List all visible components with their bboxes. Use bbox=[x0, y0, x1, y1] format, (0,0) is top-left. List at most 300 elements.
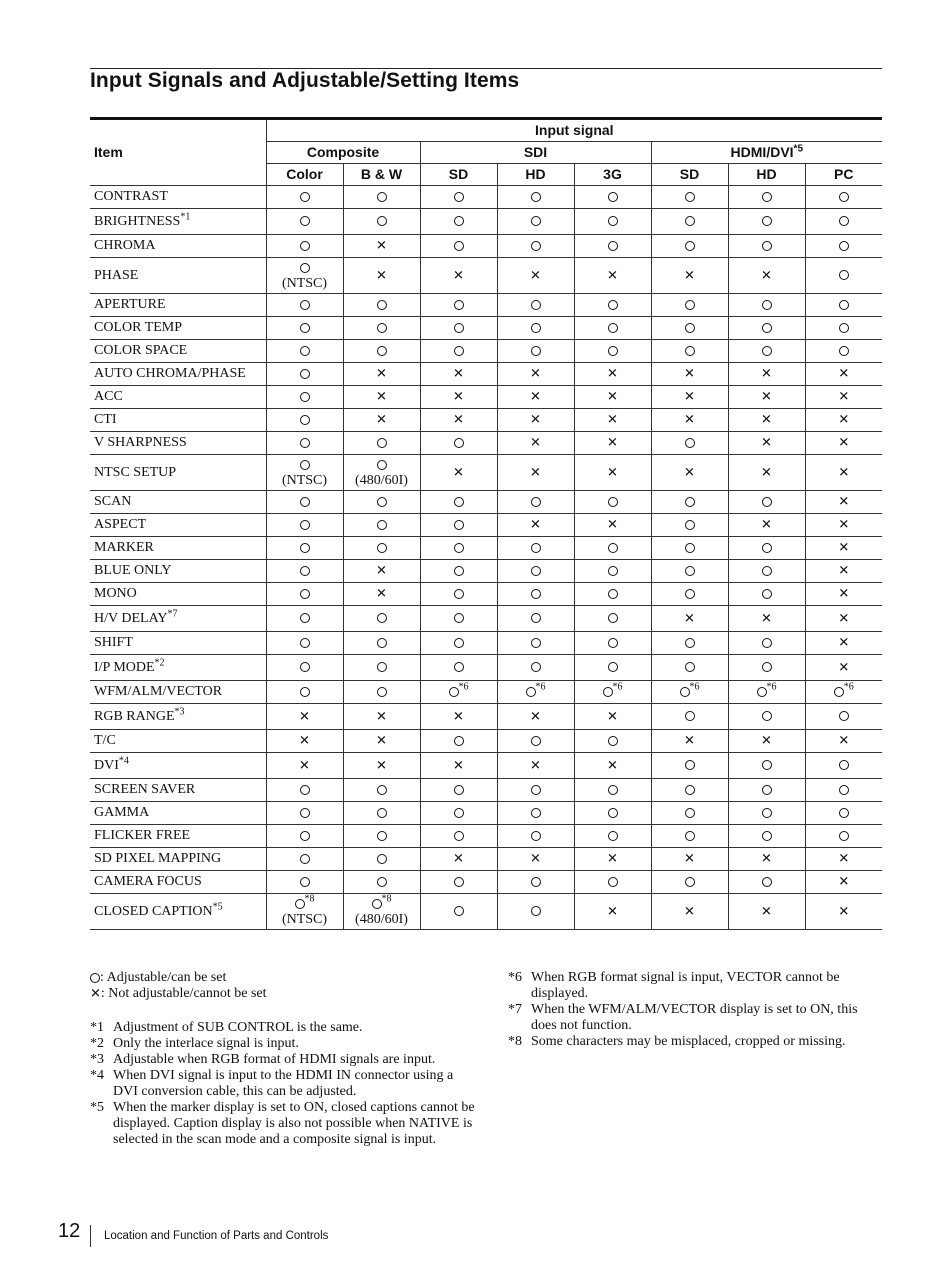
table-row bbox=[90, 363, 882, 386]
circle-icon bbox=[300, 346, 310, 356]
circle-icon bbox=[762, 638, 772, 648]
column-header: PC bbox=[805, 164, 882, 186]
item-cell bbox=[90, 894, 266, 930]
signal-cell bbox=[420, 537, 497, 560]
circle-icon bbox=[300, 369, 310, 379]
item-cell bbox=[90, 583, 266, 606]
signal-cell bbox=[497, 560, 574, 583]
cross-icon: ✕ bbox=[607, 412, 618, 428]
circle-icon bbox=[839, 711, 849, 721]
circle-icon bbox=[300, 613, 310, 623]
signal-cell bbox=[728, 704, 805, 730]
circle-icon bbox=[300, 687, 310, 697]
signal-cell bbox=[728, 294, 805, 317]
circle-icon bbox=[300, 785, 310, 795]
signal-cell bbox=[805, 730, 882, 753]
group-header-composite bbox=[266, 142, 420, 164]
footnote-number: *3 bbox=[90, 1052, 104, 1067]
footnote-ref: *7 bbox=[167, 608, 178, 619]
circle-icon bbox=[377, 520, 387, 530]
circle-icon bbox=[377, 854, 387, 864]
cross-icon: ✕ bbox=[761, 267, 772, 283]
signal-cell bbox=[343, 779, 420, 802]
signal-cell bbox=[574, 455, 651, 491]
circle-icon bbox=[762, 831, 772, 841]
circle-icon bbox=[454, 346, 464, 356]
signal-cell bbox=[420, 209, 497, 235]
signal-cell bbox=[420, 848, 497, 871]
signal-cell bbox=[574, 848, 651, 871]
signal-cell bbox=[497, 802, 574, 825]
signal-cell bbox=[343, 340, 420, 363]
table-row bbox=[90, 235, 882, 258]
footnotes-left bbox=[90, 1020, 480, 1148]
item-label: BRIGHTNESS bbox=[94, 213, 181, 229]
signal-cell bbox=[728, 514, 805, 537]
signal-cell bbox=[497, 491, 574, 514]
signal-cell bbox=[651, 186, 728, 209]
circle-icon bbox=[300, 415, 310, 425]
cross-icon: ✕ bbox=[838, 517, 850, 533]
circle-icon bbox=[531, 497, 541, 507]
footnote-ref: *5 bbox=[793, 143, 803, 155]
signal-cell bbox=[420, 802, 497, 825]
signal-cell bbox=[497, 409, 574, 432]
signal-cell bbox=[728, 560, 805, 583]
signal-cell bbox=[420, 583, 497, 606]
footnote bbox=[90, 1068, 480, 1100]
circle-icon bbox=[685, 192, 695, 202]
cross-icon: ✕ bbox=[838, 635, 850, 651]
table-row bbox=[90, 386, 882, 409]
column-header: B & W bbox=[343, 164, 420, 186]
cross-icon: ✕ bbox=[684, 610, 695, 626]
footnote bbox=[90, 1052, 480, 1068]
signal-cell bbox=[574, 432, 651, 455]
table-row bbox=[90, 514, 882, 537]
circle-icon bbox=[531, 808, 541, 818]
table-row bbox=[90, 606, 882, 632]
item-cell bbox=[90, 871, 266, 894]
item-cell bbox=[90, 209, 266, 235]
signal-cell bbox=[651, 583, 728, 606]
table-row bbox=[90, 432, 882, 455]
circle-icon bbox=[762, 192, 772, 202]
signal-cell bbox=[728, 825, 805, 848]
circle-icon bbox=[685, 300, 695, 310]
signal-cell bbox=[728, 632, 805, 655]
signal-cell bbox=[343, 606, 420, 632]
table-row bbox=[90, 894, 882, 930]
signal-cell bbox=[266, 317, 343, 340]
footnote-text: When the WFM/ALM/VECTOR display is set to ON, this does not function. bbox=[531, 1002, 858, 1033]
circle-icon bbox=[454, 736, 464, 746]
circle-icon bbox=[300, 323, 310, 333]
footnote-number: *2 bbox=[90, 1036, 104, 1051]
circle-icon bbox=[454, 613, 464, 623]
footnote bbox=[90, 1036, 480, 1052]
signal-cell bbox=[574, 583, 651, 606]
circle-icon bbox=[839, 808, 849, 818]
legend-left bbox=[90, 970, 480, 1148]
column-header: HD bbox=[497, 164, 574, 186]
signal-cell bbox=[728, 779, 805, 802]
cross-icon: ✕ bbox=[376, 238, 387, 254]
footer-section-title: Location and Function of Parts and Controls bbox=[104, 1230, 329, 1242]
table-row bbox=[90, 802, 882, 825]
table-row bbox=[90, 258, 882, 294]
signal-cell bbox=[420, 560, 497, 583]
signal-cell bbox=[420, 704, 497, 730]
signal-cell bbox=[651, 209, 728, 235]
signal-cell bbox=[805, 491, 882, 514]
signal-cell bbox=[266, 340, 343, 363]
page-number: 12 bbox=[58, 1220, 81, 1242]
item-label: CLOSED CAPTION bbox=[94, 903, 213, 919]
signal-cell bbox=[728, 363, 805, 386]
item-cell bbox=[90, 730, 266, 753]
footnote-ref: *6 bbox=[689, 681, 700, 693]
signal-cell bbox=[266, 455, 343, 491]
signal-cell bbox=[266, 583, 343, 606]
signal-cell bbox=[574, 209, 651, 235]
circle-icon bbox=[454, 300, 464, 310]
footnote-text: When RGB format signal is input, VECTOR cannot be displayed. bbox=[531, 970, 840, 1001]
table-row bbox=[90, 209, 882, 235]
table-row bbox=[90, 655, 882, 681]
circle-icon bbox=[685, 543, 695, 553]
cross-icon: ✕ bbox=[838, 563, 850, 579]
signal-cell bbox=[651, 848, 728, 871]
circle-icon bbox=[608, 638, 618, 648]
item-cell bbox=[90, 409, 266, 432]
cross-icon: ✕ bbox=[376, 733, 387, 749]
footnote-text: When DVI signal is input to the HDMI IN connector using a DVI conversion cable, this can be adjusted. bbox=[113, 1068, 454, 1099]
cross-icon: ✕ bbox=[453, 267, 464, 283]
signal-cell bbox=[343, 386, 420, 409]
signal-cell bbox=[497, 779, 574, 802]
item-label: ACC bbox=[94, 389, 123, 405]
circle-icon bbox=[531, 543, 541, 553]
cross-icon: ✕ bbox=[607, 851, 618, 867]
footnote-ref: *6 bbox=[458, 681, 469, 693]
circle-icon bbox=[685, 589, 695, 599]
group-label: SDI bbox=[523, 143, 548, 160]
signal-cell bbox=[805, 537, 882, 560]
signal-cell bbox=[266, 894, 343, 930]
cross-icon: ✕ bbox=[90, 986, 101, 1002]
circle-icon bbox=[762, 543, 772, 553]
signal-cell bbox=[574, 294, 651, 317]
footnote-text: Only the interlace signal is input. bbox=[113, 1036, 299, 1051]
circle-icon bbox=[762, 877, 772, 887]
item-cell bbox=[90, 432, 266, 455]
cell-condition: (480/60I) bbox=[355, 911, 408, 927]
item-label: COLOR SPACE bbox=[94, 343, 188, 359]
signal-cell bbox=[343, 848, 420, 871]
item-label: RGB RANGE bbox=[94, 708, 175, 724]
signal-cell bbox=[574, 730, 651, 753]
circle-icon bbox=[685, 877, 695, 887]
cross-icon: ✕ bbox=[453, 366, 464, 382]
signal-cell bbox=[651, 871, 728, 894]
signal-cell bbox=[266, 704, 343, 730]
signal-cell bbox=[266, 537, 343, 560]
signal-cell bbox=[574, 632, 651, 655]
legend-right bbox=[508, 970, 878, 1050]
signal-cell bbox=[574, 779, 651, 802]
table-row bbox=[90, 753, 882, 779]
signal-cell bbox=[805, 848, 882, 871]
circle-icon bbox=[377, 438, 387, 448]
circle-icon bbox=[608, 877, 618, 887]
signal-cell bbox=[497, 753, 574, 779]
signal-cell bbox=[420, 753, 497, 779]
table-row bbox=[90, 340, 882, 363]
circle-icon bbox=[757, 687, 767, 697]
signal-cell bbox=[574, 409, 651, 432]
signal-cell bbox=[420, 340, 497, 363]
signal-cell bbox=[343, 537, 420, 560]
cross-icon: ✕ bbox=[684, 267, 695, 283]
signal-cell bbox=[651, 491, 728, 514]
cross-icon: ✕ bbox=[838, 412, 850, 428]
cross-icon: ✕ bbox=[838, 540, 850, 556]
circle-icon bbox=[531, 216, 541, 226]
signal-cell bbox=[497, 825, 574, 848]
cross-icon: ✕ bbox=[607, 267, 618, 283]
footnote bbox=[508, 1002, 878, 1034]
footnote-ref: *1 bbox=[180, 211, 191, 222]
circle-icon bbox=[377, 346, 387, 356]
circle-icon bbox=[295, 899, 305, 909]
cross-icon: ✕ bbox=[376, 757, 387, 773]
signal-cell bbox=[574, 655, 651, 681]
circle-icon bbox=[531, 906, 541, 916]
signal-cell bbox=[651, 753, 728, 779]
signal-cell bbox=[728, 432, 805, 455]
cross-icon: ✕ bbox=[838, 435, 850, 451]
circle-icon bbox=[680, 687, 690, 697]
signal-cell bbox=[651, 386, 728, 409]
table-row bbox=[90, 317, 882, 340]
cross-icon: ✕ bbox=[530, 851, 541, 867]
circle-icon bbox=[762, 216, 772, 226]
signal-cell bbox=[728, 258, 805, 294]
circle-icon bbox=[685, 438, 695, 448]
item-cell bbox=[90, 363, 266, 386]
cross-icon: ✕ bbox=[530, 464, 541, 480]
signal-cell bbox=[728, 491, 805, 514]
circle-icon bbox=[839, 785, 849, 795]
footnote-ref: *5 bbox=[212, 901, 223, 912]
signal-cell bbox=[574, 681, 651, 704]
legend-adjustable bbox=[90, 970, 480, 986]
signal-cell bbox=[420, 317, 497, 340]
signal-cell bbox=[728, 235, 805, 258]
signal-cell bbox=[728, 317, 805, 340]
signal-cell bbox=[805, 363, 882, 386]
signal-cell bbox=[728, 848, 805, 871]
signal-cell bbox=[497, 186, 574, 209]
circle-icon bbox=[300, 392, 310, 402]
circle-icon bbox=[300, 854, 310, 864]
item-label: ASPECT bbox=[94, 517, 147, 533]
cross-icon: ✕ bbox=[838, 389, 850, 405]
circle-icon bbox=[834, 687, 844, 697]
item-cell bbox=[90, 825, 266, 848]
footnote-text: Adjustment of SUB CONTROL is the same. bbox=[113, 1020, 363, 1035]
circle-icon bbox=[300, 241, 310, 251]
circle-icon bbox=[300, 566, 310, 576]
circle-icon bbox=[300, 263, 310, 273]
signal-cell bbox=[497, 655, 574, 681]
signal-cell bbox=[420, 235, 497, 258]
signal-cell bbox=[420, 681, 497, 704]
circle-icon bbox=[685, 785, 695, 795]
footnote-text: When the marker display is set to ON, closed captions cannot be displayed. Caption display is also not possible when NATIVE is selected in the scan mode and a composite signal is input. bbox=[113, 1100, 475, 1147]
circle-icon bbox=[531, 613, 541, 623]
circle-icon bbox=[377, 662, 387, 672]
circle-icon bbox=[90, 973, 100, 983]
signal-cell bbox=[343, 363, 420, 386]
signal-cell bbox=[805, 825, 882, 848]
circle-icon bbox=[454, 520, 464, 530]
circle-icon bbox=[531, 300, 541, 310]
circle-icon bbox=[300, 460, 310, 470]
signal-cell bbox=[651, 235, 728, 258]
table-row bbox=[90, 730, 882, 753]
signal-cell bbox=[574, 258, 651, 294]
item-label: CHROMA bbox=[94, 238, 156, 254]
footnote bbox=[508, 1034, 878, 1050]
signal-cell bbox=[420, 825, 497, 848]
circle-icon bbox=[603, 687, 613, 697]
circle-icon bbox=[454, 438, 464, 448]
signal-cell bbox=[805, 802, 882, 825]
cross-icon: ✕ bbox=[376, 267, 387, 283]
cross-icon: ✕ bbox=[761, 903, 772, 919]
circle-icon bbox=[685, 808, 695, 818]
signal-cell bbox=[420, 386, 497, 409]
signal-cell bbox=[805, 209, 882, 235]
circle-icon bbox=[839, 323, 849, 333]
circle-icon bbox=[372, 899, 382, 909]
item-label: GAMMA bbox=[94, 805, 150, 821]
cross-icon: ✕ bbox=[607, 435, 618, 451]
circle-icon bbox=[762, 497, 772, 507]
signal-cell bbox=[497, 294, 574, 317]
signal-cell bbox=[343, 514, 420, 537]
circle-icon bbox=[839, 300, 849, 310]
circle-icon bbox=[762, 808, 772, 818]
cross-icon: ✕ bbox=[607, 903, 618, 919]
signal-cell bbox=[343, 655, 420, 681]
item-cell bbox=[90, 681, 266, 704]
signal-cell bbox=[343, 871, 420, 894]
signal-cell bbox=[420, 730, 497, 753]
signal-cell bbox=[728, 681, 805, 704]
signal-cell bbox=[651, 294, 728, 317]
signal-cell bbox=[574, 753, 651, 779]
circle-icon bbox=[300, 589, 310, 599]
item-cell bbox=[90, 340, 266, 363]
signal-cell bbox=[343, 704, 420, 730]
signal-cell bbox=[574, 704, 651, 730]
cross-icon: ✕ bbox=[453, 412, 464, 428]
signal-cell bbox=[651, 779, 728, 802]
legend-text: : Not adjustable/cannot be set bbox=[100, 986, 267, 1001]
footnote-ref: *3 bbox=[174, 706, 185, 717]
cross-icon: ✕ bbox=[530, 757, 541, 773]
cross-icon: ✕ bbox=[761, 851, 772, 867]
cross-icon: ✕ bbox=[530, 435, 541, 451]
column-header: 3G bbox=[574, 164, 651, 186]
item-cell bbox=[90, 186, 266, 209]
item-cell bbox=[90, 455, 266, 491]
cross-icon: ✕ bbox=[838, 903, 850, 919]
item-label: CAMERA FOCUS bbox=[94, 874, 202, 890]
signal-cell bbox=[343, 825, 420, 848]
cross-icon: ✕ bbox=[838, 494, 850, 510]
circle-icon bbox=[454, 241, 464, 251]
signal-cell bbox=[497, 583, 574, 606]
circle-icon bbox=[685, 638, 695, 648]
circle-icon bbox=[377, 460, 387, 470]
signal-cell bbox=[728, 753, 805, 779]
item-cell bbox=[90, 560, 266, 583]
signal-cell bbox=[651, 514, 728, 537]
cross-icon: ✕ bbox=[684, 366, 695, 382]
footnote-ref: *6 bbox=[766, 681, 777, 693]
page-title: Input Signals and Adjustable/Setting Items bbox=[90, 69, 520, 92]
cross-icon: ✕ bbox=[684, 464, 695, 480]
signal-cell bbox=[574, 386, 651, 409]
signal-cell bbox=[497, 537, 574, 560]
footnote-number: *7 bbox=[508, 1002, 522, 1017]
circle-icon bbox=[377, 323, 387, 333]
item-label: PHASE bbox=[94, 267, 139, 283]
cross-icon: ✕ bbox=[299, 733, 310, 749]
signal-cell bbox=[574, 537, 651, 560]
signal-matrix-table bbox=[90, 117, 882, 930]
item-label: BLUE ONLY bbox=[94, 563, 172, 579]
circle-icon bbox=[454, 192, 464, 202]
cross-icon: ✕ bbox=[376, 389, 387, 405]
cross-icon: ✕ bbox=[376, 412, 387, 428]
signal-cell bbox=[728, 455, 805, 491]
signal-cell bbox=[651, 537, 728, 560]
item-label: COLOR TEMP bbox=[94, 320, 183, 336]
signal-cell bbox=[266, 386, 343, 409]
signal-cell bbox=[343, 583, 420, 606]
signal-cell bbox=[343, 894, 420, 930]
signal-cell bbox=[497, 432, 574, 455]
signal-cell bbox=[266, 825, 343, 848]
signal-cell bbox=[651, 606, 728, 632]
item-label: CTI bbox=[94, 412, 117, 428]
footnote-number: *6 bbox=[508, 970, 522, 985]
cross-icon: ✕ bbox=[761, 412, 772, 428]
signal-cell bbox=[651, 894, 728, 930]
cross-icon: ✕ bbox=[838, 874, 850, 890]
circle-icon bbox=[608, 736, 618, 746]
signal-cell bbox=[651, 632, 728, 655]
circle-icon bbox=[454, 906, 464, 916]
circle-icon bbox=[608, 346, 618, 356]
signal-cell bbox=[343, 409, 420, 432]
signal-cell bbox=[497, 894, 574, 930]
